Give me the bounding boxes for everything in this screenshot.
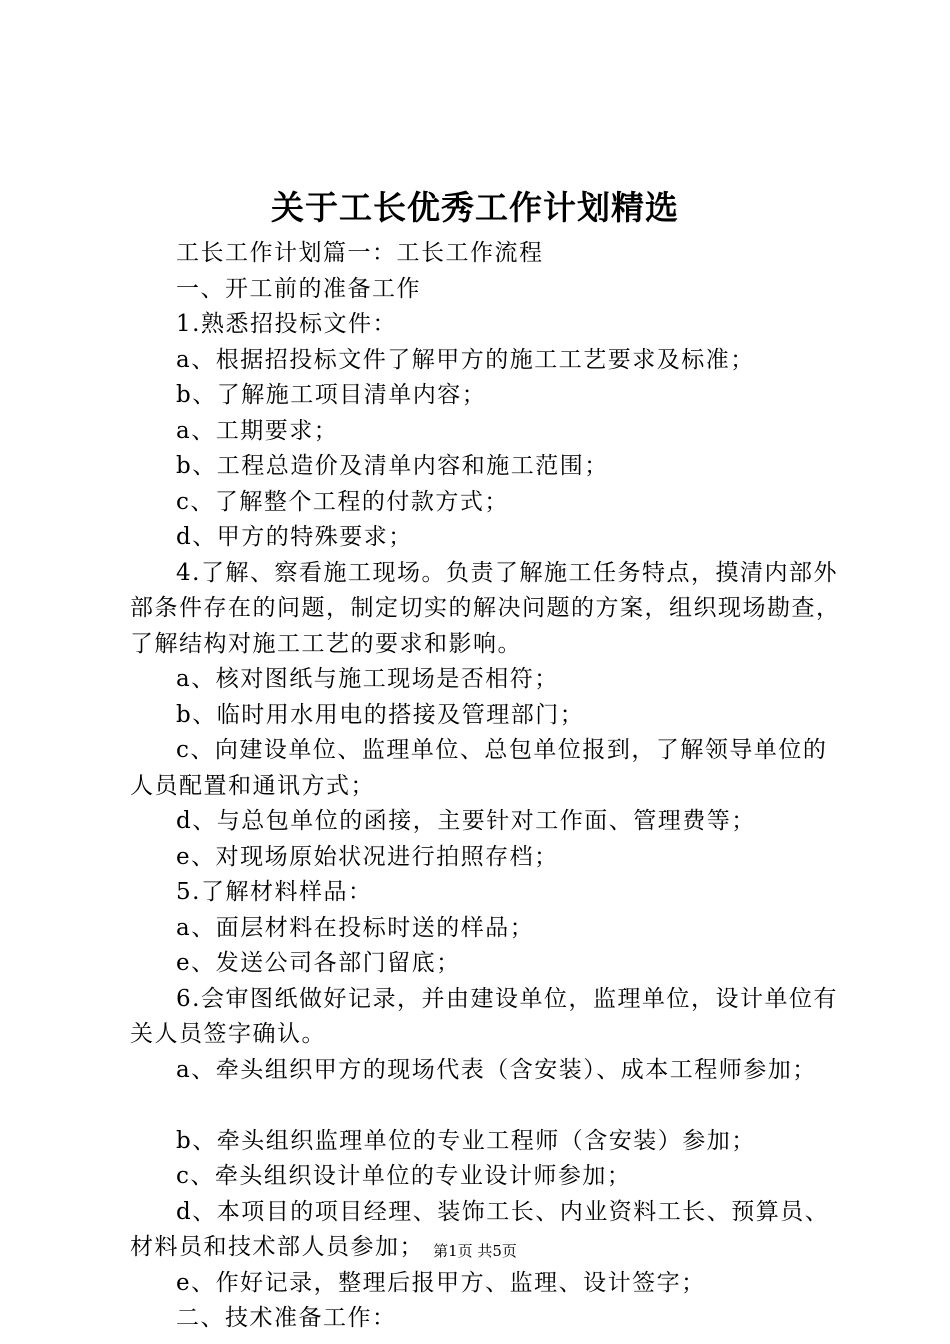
paragraph: d、与总包单位的函接，主要针对工作面、管理费等； — [176, 808, 756, 834]
document-title: 关于工长优秀工作计划精选 — [271, 188, 679, 227]
paragraph: 1.熟悉招投标文件： — [176, 311, 397, 337]
paragraph: 5.了解材料样品： — [176, 879, 373, 905]
paragraph: a、工期要求； — [176, 417, 339, 444]
paragraph: b、了解施工项目清单内容； — [176, 382, 487, 408]
paragraph: 工长工作计划篇一：工长工作流程 — [176, 240, 544, 266]
section-heading: 一、开工前的准备工作 — [176, 275, 421, 302]
paragraph: e、发送公司各部门留底； — [176, 950, 461, 976]
paragraph: d、甲方的特殊要求； — [176, 524, 413, 550]
paragraph: a、根据招投标文件了解甲方的施工工艺要求及标准； — [176, 346, 755, 373]
paragraph: a、核对图纸与施工现场是否相符； — [176, 666, 559, 692]
paragraph: b、工程总造价及清单内容和施工范围； — [176, 453, 609, 479]
paragraph: b、临时用水用电的搭接及管理部门； — [176, 701, 585, 728]
paragraph: c、了解整个工程的付款方式； — [176, 488, 509, 515]
document-body — [130, 236, 850, 1337]
paragraph: b、牵头组织监理单位的专业工程师（含安装）参加； — [176, 1127, 756, 1154]
page-footer: 第1页 共5页 — [433, 1242, 517, 1260]
paragraph: c、牵头组织设计单位的专业设计师参加； — [176, 1163, 632, 1189]
paragraph: 6.会审图纸做好记录，并由建设单位，监理单位，设计单位有关人员签字确认。 — [130, 985, 838, 1047]
paragraph: 4.了解、察看施工现场。负责了解施工任务特点，摸清内部外部条件存在的问题，制定切实的解决问题的方案，组织现场勘查，了解结构对施工工艺的要求和影响。 — [130, 559, 841, 657]
paragraph: d、本项目的项目经理、装饰工长、内业资料工长、预算员、材料员和技术部人员参加； — [130, 1198, 830, 1260]
paragraph: a、牵头组织甲方的现场代表（含安装）、成本工程师参加； — [176, 1056, 817, 1083]
paragraph: e、作好记录，整理后报甲方、监理、设计签字； — [176, 1269, 706, 1296]
section-heading: 二、技术准备工作： — [176, 1305, 397, 1331]
blank-line — [130, 1088, 850, 1124]
paragraph: a、面层材料在投标时送的样品； — [176, 914, 535, 941]
paragraph: e、对现场原始状况进行拍照存档； — [176, 843, 559, 870]
paragraph: c、向建设单位、监理单位、总包单位报到，了解领导单位的人员配置和通讯方式； — [130, 737, 828, 799]
